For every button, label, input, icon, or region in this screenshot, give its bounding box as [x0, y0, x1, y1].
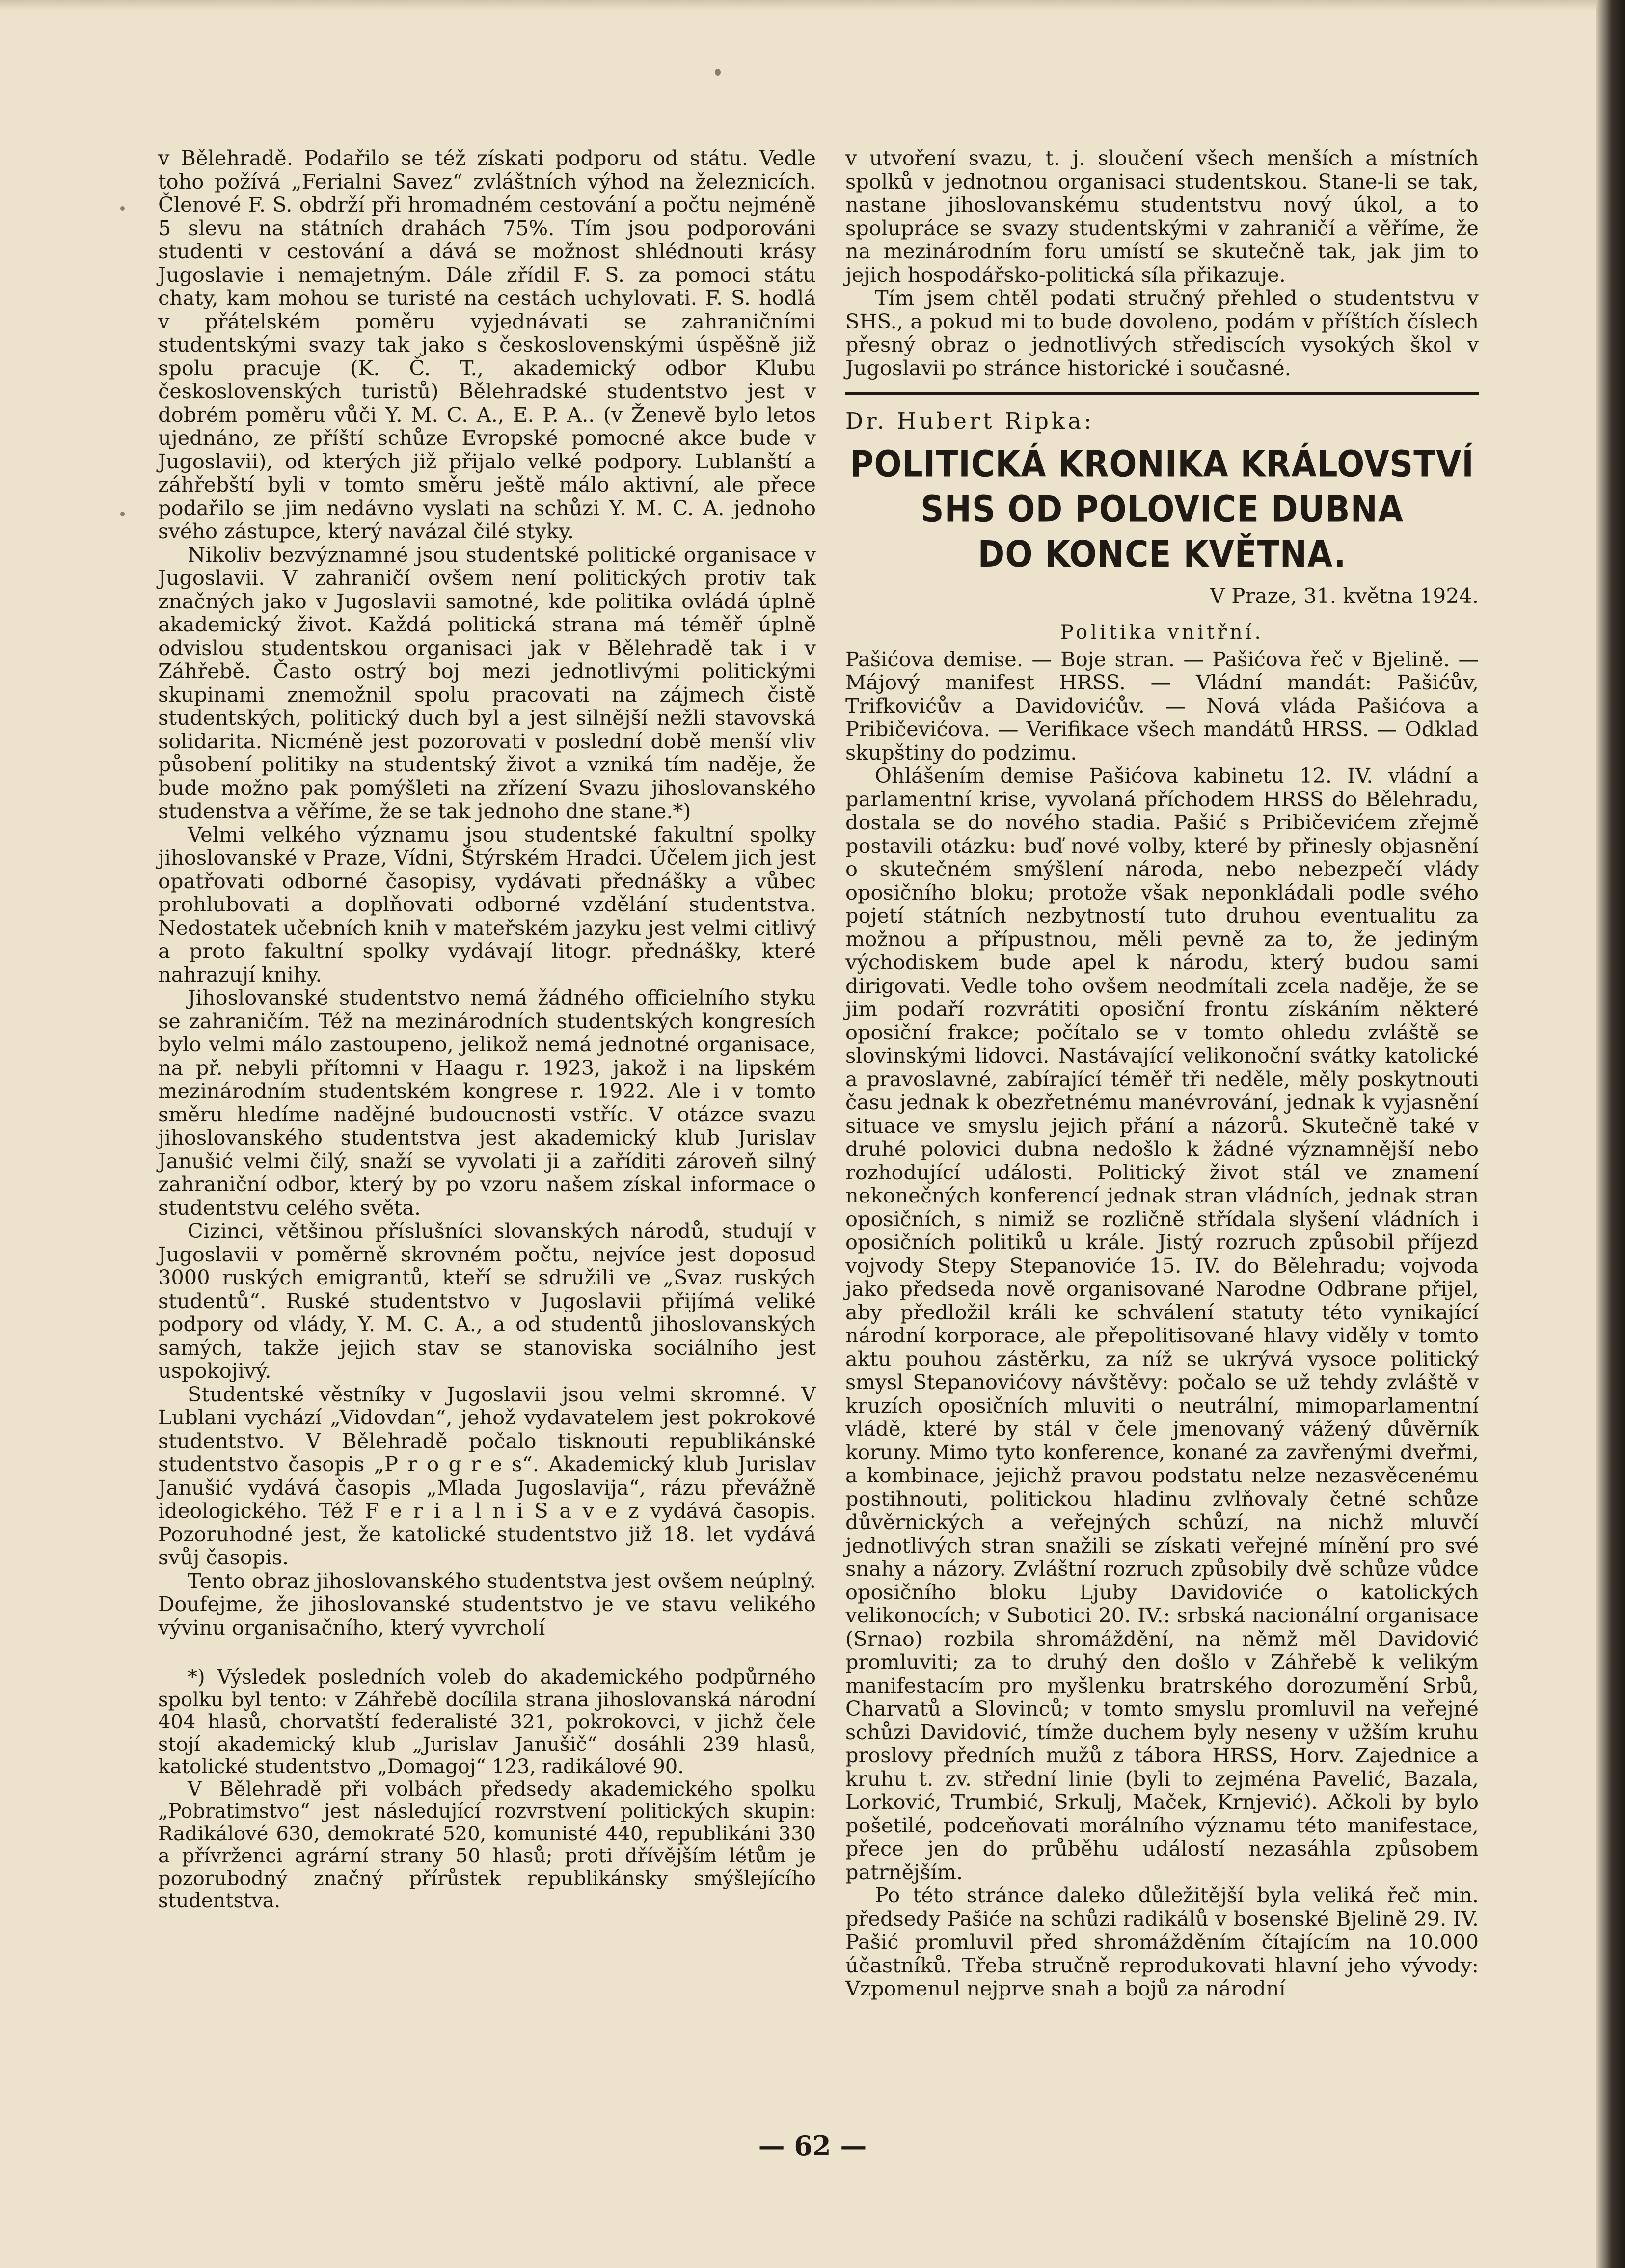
- headline-line: DO KONCE KVĚTNA.: [977, 533, 1347, 575]
- section-summary: Pašićova demise. — Boje stran. — Pašićova řeč v Bjelině. — Májový manifest HRSS. — Vládní mandát: Pašićův, Trifkovićův a Davidovićův. — Nová vláda Pašićova a Pribičevićova. — Verifikace všech mandátů HRSS. — Odklad skupštiny do podzimu.: [845, 647, 1479, 765]
- section-divider: [845, 392, 1479, 395]
- scan-top-edge: [0, 0, 1625, 11]
- headline-line: SHS OD POLOVICE DUBNA: [921, 488, 1404, 530]
- article-author: Dr. Hubert Ripka:: [845, 408, 1095, 434]
- body-paragraph: Jihoslovanské studentstvo nemá žádného officielního styku se zahraničím. Též na mezinárodních studentských kongresích bylo velmi málo zastoupeno, jelikož nemá jednotné organisace, na př. nebyli přítomni v Haagu r. 1923, jakož i na lipském mezinárodním studentském kongrese r. 1922. Ale i v tomto směru hledíme nadějné budoucnosti vstříc. V otázce svazu jihoslovanského studentstva jest akademický klub Jurislav Janušić velmi čilý, snaží se vyvolati ji a zaříditi zároveň silný zahraniční odbor, který by po vzoru našem získal informace o studentstvu celého světa.: [158, 985, 816, 1220]
- dateline: V Praze, 31. května 1924.: [1210, 583, 1479, 608]
- body-paragraph: v utvoření svazu, t. j. sloučení všech menších a místních spolků v jednotnou organisaci studentskou. Stane-li se tak, nastane jihoslovanskému studentstvu nový úkol, a to spolupráce se svazy studentskými v zahraničí a věříme, že na mezinárodním foru umístí se skutečně tak, jak jim to jejich hospodářsko-politická síla přikazuje.: [845, 146, 1479, 287]
- right-column: [845, 146, 1479, 2000]
- body-paragraph: Velmi velkého významu jsou studentské fakultní spolky jihoslovanské v Praze, Vídni, Štýrském Hradci. Účelem jich jest opatřovati odborné časopisy, vydávati přednášky a vůbec prohlubovati a doplňovati odborné vzdělání studentstva. Nedostatek učebních knih v mateřském jazyku jest velmi citlivý a proto fakultní spolky vydávají litogr. přednášky, které nahrazují knihy.: [158, 822, 816, 986]
- scan-binding-edge: [1596, 0, 1625, 2268]
- body-paragraph: v Bělehradě. Podařilo se též získati podporu od státu. Vedle toho požívá „Ferialni Savez“ zvláštních výhod na železnicích. Členové F. S. obdrží při hromadném cestování a počtu nejméně 5 slevu na státních drahách 75%. Tím jsou podporováni studenti v cestování a dává se možnost shlédnouti krásy Jugoslavie i nemajetným. Dále zřídil F. S. za pomoci státu chaty, kam mohou se turisté na cestách uchylovati. F. S. hodlá v přátelském poměru vyjednávati se zahraničními studentskými svazy tak jako s československými úspěšně již spolu pracuje (K. Č. T., akademický odbor Klubu československých turistů) Bělehradské studentstvo jest v dobrém poměru vůči Y. M. C. A., E. P. A.. (v Ženevě bylo letos ujednáno, ze příští schůze Evropské pomocné akce bude v Jugoslavii), od kterých již přijalo velké podpory. Lublanští a záhřebští byli v tomto směru ještě málo aktivní, ale přece podařilo se jim nedávno vyslati na schůzi Y. M. C. A. jednoho svého zástupce, který navázal čilé styky.: [158, 146, 816, 543]
- paper-speck: [120, 512, 125, 516]
- body-paragraph: Nikoliv bezvýznamné jsou studentské politické organisace v Jugoslavii. V zahraničí ovšem není politických protiv tak značných jako v Jugoslavii samotné, kde politika ovládá úplně akademický život. Každá politická strana má téměř úplně odvislou studentskou organisaci jak v Bělehradě tak i v Záhřebě. Často ostrý boj mezi jednotlivými politickými skupinami znemožnil spolu pracovati na zájmech čistě studentských, politický duch byl a jest silnější nežli stavovská solidarita. Nicméně jest pozorovati v poslední době menší vliv působení politiky na studentský život a vzniká tím naděje, že bude možno pak pomýšleti na zřízení Svazu jihoslovanského studenstva a věříme, že se tak jednoho dne stane.*): [158, 542, 816, 823]
- footnotes: [158, 1667, 816, 1913]
- article-headline: [845, 442, 1479, 577]
- body-paragraph: Po této stránce daleko důležitější byla veliká řeč min. předsedy Pašiće na schůzi radikálů v bosenské Bjelině 29. IV. Pašić promluvil před shromážděním čítajícím na 10.000 účastníků. Třeba stručně reprodukovati hlavní jeho vývody: Vzpomenul nejprve snah a bojů za národní: [845, 1883, 1479, 2000]
- body-paragraph: Ohlášením demise Pašićova kabinetu 12. IV. vládní a parlamentní krise, vyvolaná příchodem HRSS do Bělehradu, dostala se do nového stadia. Pašić s Pribičevićem zřejmě postavili otázku: buď nové volby, které by přinesly objasnění o skutečném smýšlení národa, nebo nebezpečí vlády oposičního bloku; protože však neponkládali podle svého pojetí státních nezbytností tuto druhou eventualitu za možnou a přípustnou, měli pevně za to, že jediným východiskem bude apel k národu, který budou sami dirigovati. Vedle toho ovšem neodmítali zcela naděje, že se jim podaří rozvrátiti oposiční frontu získáním některé oposiční frakce; počítalo se v tomto ohledu zvláště se slovinskými lidovci. Nastávající velikonoční svátky katolické a pravoslavné, zabírající téměř tři neděle, měly poskytnouti času jednak k obezřetnému manévrování, jednak k vyjasnění situace ve smyslu jejich přání a názorů. Skutečně také v druhé polovici dubna nedošlo k žádné významnější nebo rozhodující události. Politický život stál ve znamení nekonečných konferencí jednak stran vládních, jednak stran oposičních, s nimiž se rozličně střídala slyšení vládních i oposičních politiků u krále. Jistý rozruch způsobil příjezd vojvody Stepy Stepanoviće 15. IV. do Bělehradu; vojvoda jako předseda nově organisované Narodne Odbrane přijel, aby předložil králi ke schválení statuty této vynikající národní korporace, ale přepolitisované hlavy viděly v tomto aktu pouhou zástěrku, za níž se ukrývá vysoce politický smysl Stepanovićovy návštěvy: počalo se už tehdy zvláště v kruzích oposičních mluviti o neutrální, mimoparlamentní vládě, které by stál v čele jmenovaný vážený důvěrník koruny. Mimo tyto konference, konané za zavřenými dveřmi, a kombinace, jejichž pravou podstatu nelze nezasvěcenému postihnouti, politickou hladinu zvlňovaly četné schůze důvěrnických a veřejných schůzí, na nichž mluvčí jednotlivých stran snažili se získati veřejné mínění pro své snahy a názory. Zvláštní rozruch způsobily dvě schůze vůdce oposičního bloku Ljuby Davidoviće o katolických velikonocích; v Subotici 20. IV.: srbská nacionální organisace (Srnao) rozbila shromáždění, na němž měl Davidović promluviti; za to druhý den došlo v Záhřebě k velikým manifestacím pro myšlenku bratrského dorozumění Srbů, Charvatů a Slovinců; v tomto smyslu promluvil na veřejné schůzi Davidović, tímže duchem byly neseny v užším kruhu proslovy předních mužů z tábora HRSS, Horv. Zajednice a kruhu t. zv. střední linie (byli to zejména Pavelić, Bazala, Lorković, Trumbić, Srkulj, Maček, Krnjević). Ačkoli by bylo pošetilé, podceňovati morálního významu této manifestace, přece jen do průběhu událostí nezasáhla způsobem patrnějším.: [845, 764, 1479, 1884]
- footnote: V Bělehradě při volbách předsedy akademického spolku „Pobratimstvo“ jest následující rozvrstvení politických skupin: Radikálové 630, demokraté 520, komunisté 440, republikáni 330 a přívrženci agrární strany 50 hlasů; proti dřívějším létům je pozorubodný značný přírůstek republikánsky smýšlejícího studentstva.: [158, 1777, 816, 1912]
- headline-line: POLITICKÁ KRONIKA KRÁLOVSTVÍ: [850, 442, 1474, 485]
- body-paragraph: Cizinci, většinou příslušníci slovanských národů, studují v Jugoslavii v poměrně skrovném počtu, nejvíce jest doposud 3000 ruských emigrantů, kteří se sdružili ve „Svaz ruských studentů“. Ruské studentstvo v Jugoslavii přijímá veliké podpory od vlády, Y. M. C. A., a od studentů jihoslovanských samých, takže jejich stav se stanoviska sociálního jest uspokojivý.: [158, 1219, 816, 1383]
- section-title: Politika vnitřní.: [1060, 621, 1264, 644]
- footnote: *) Výsledek posledních voleb do akademického podpůrného spolku byl tento: v Záhřebě docílila strana jihoslovanská národní 404 hlasů, chorvatští federalisté 321, pokrokovci, v jichž čele stojí akademický klub „Jurislav Janušič“ dosáhli 239 hlasů, katolické studentstvo „Domagoj“ 123, radikálové 90.: [158, 1666, 816, 1778]
- left-column: [158, 146, 816, 1913]
- page-number: — 62 —: [758, 2130, 867, 2161]
- body-paragraph: Tím jsem chtěl podati stručný přehled o studentstvu v SHS., a pokud mi to bude dovoleno, podám v příštích číslech přesný obraz o jednotlivých střediscích vysokých škol v Jugoslavii po stránce historické i současné.: [845, 286, 1479, 380]
- paper-speck: [715, 69, 721, 76]
- body-paragraph: Studentské věstníky v Jugoslavii jsou velmi skromné. V Lublani vychází „Vidovdan“, jehož vydavatelem jest pokrokové studentstvo. V Bělehradě počalo tisknouti republikánské studentstvo časopis „P r o g r e s“. Akademický klub Jurislav Janušić vydává časopis „Mlada Jugoslavija“, rázu převážně ideologického. Též F e r i a l n i S a v e z vydává časopis. Pozoruhodné jest, že katolické studentstvo již 18. let vydává svůj časopis.: [158, 1382, 816, 1569]
- body-paragraph: Tento obraz jihoslovanského studentstva jest ovšem neúplný. Doufejme, že jihoslovanské studentstvo je ve stavu velikého vývinu organisačního, který vyvrcholí: [158, 1568, 816, 1640]
- paper-speck: [120, 206, 125, 211]
